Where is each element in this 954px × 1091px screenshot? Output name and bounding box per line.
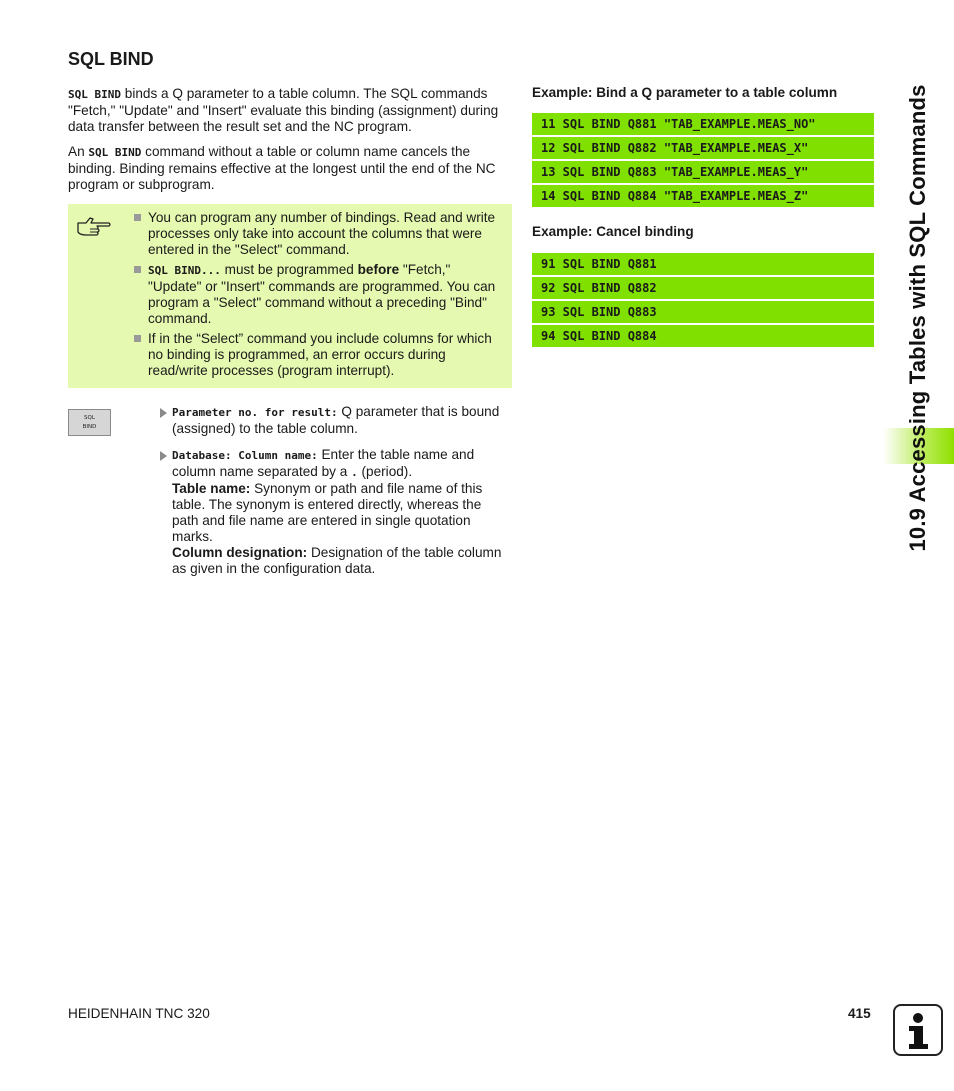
cancel-paragraph (68, 144, 512, 193)
note-item: SQL BIND... must be programmed before "Fetch," "Update" or "Insert" commands are programmed. You can program a "Select" command without a preceding "Bind" command. (134, 262, 504, 327)
page-number: 415 (848, 1006, 871, 1021)
paragraph-text: An (68, 144, 89, 159)
paragraph-text: binds a Q parameter to a table column. The SQL commands "Fetch," "Update" and "Insert" evaluate this binding (assignment) during data transfer between the result set and the NC program. (68, 86, 499, 134)
intro-paragraph (68, 86, 512, 135)
softkey-label-line2: BIND (82, 424, 97, 430)
note-list (134, 210, 504, 383)
example-title-cancel: Example: Cancel binding (532, 224, 694, 239)
column-designation-label: Column designation: (172, 545, 308, 560)
code-line: 94 SQL BIND Q884 (532, 325, 874, 347)
emphasis: before (357, 262, 400, 277)
inline-code: SQL BIND (88, 146, 142, 159)
paragraph-text: command without a table or column name cancels the binding. Binding remains effective at the longest until the end of the NC program or subprogram. (68, 144, 496, 192)
example-title-bind: Example: Bind a Q parameter to a table column (532, 85, 838, 100)
note-box (68, 204, 512, 388)
dialog-prompt: Database: Column name: (172, 449, 318, 462)
inline-code: SQL BIND... (148, 264, 221, 277)
info-icon (893, 1004, 943, 1056)
bullet-square-icon (134, 335, 141, 342)
dialog-steps (160, 404, 510, 587)
period-char: . (351, 466, 358, 479)
code-line: 13 SQL BIND Q883 "TAB_EXAMPLE.MEAS_Y" (532, 161, 874, 183)
code-line: 92 SQL BIND Q882 (532, 277, 874, 299)
step-column-name: Database: Column name: Enter the table name and column name separated by a . (period). Table name: Synonym or path and file name of this table. The synonym is entered directly, whereas the path and file name are entered in single quotation marks. Column designation: Designation of the table column as given in the configuration data. (160, 447, 510, 577)
note-item: If in the “Select” command you include columns for which no binding is programmed, an error occurs during read/write processes (program interrupt). (134, 331, 504, 379)
section-heading: SQL BIND (68, 49, 154, 69)
code-line: 11 SQL BIND Q881 "TAB_EXAMPLE.MEAS_NO" (532, 113, 874, 135)
arrow-right-icon (160, 408, 167, 418)
inline-code: SQL BIND (68, 88, 121, 101)
dialog-prompt: Parameter no. for result: (172, 406, 338, 419)
chapter-title: 10.9 Accessing Tables with SQL Commands (905, 84, 930, 552)
softkey-label-line1: SQL (84, 415, 95, 421)
code-line: 14 SQL BIND Q884 "TAB_EXAMPLE.MEAS_Z" (532, 185, 874, 207)
table-name-label: Table name: (172, 481, 251, 496)
step-parameter: Parameter no. for result: Q parameter that is bound (assigned) to the table column. (160, 404, 510, 437)
code-line: 91 SQL BIND Q881 (532, 253, 874, 275)
pointing-hand-icon (76, 214, 112, 240)
bullet-square-icon (134, 266, 141, 273)
bullet-square-icon (134, 214, 141, 221)
note-item: You can program any number of bindings. Read and write processes only take into account the columns that were entered in the "Select" command. (134, 210, 504, 258)
info-glyph (895, 1006, 941, 1054)
arrow-right-icon (160, 451, 167, 461)
sql-bind-softkey[interactable] (68, 409, 111, 436)
code-line: 93 SQL BIND Q883 (532, 301, 874, 323)
footer-product: HEIDENHAIN TNC 320 (68, 1006, 210, 1021)
code-line: 12 SQL BIND Q882 "TAB_EXAMPLE.MEAS_X" (532, 137, 874, 159)
